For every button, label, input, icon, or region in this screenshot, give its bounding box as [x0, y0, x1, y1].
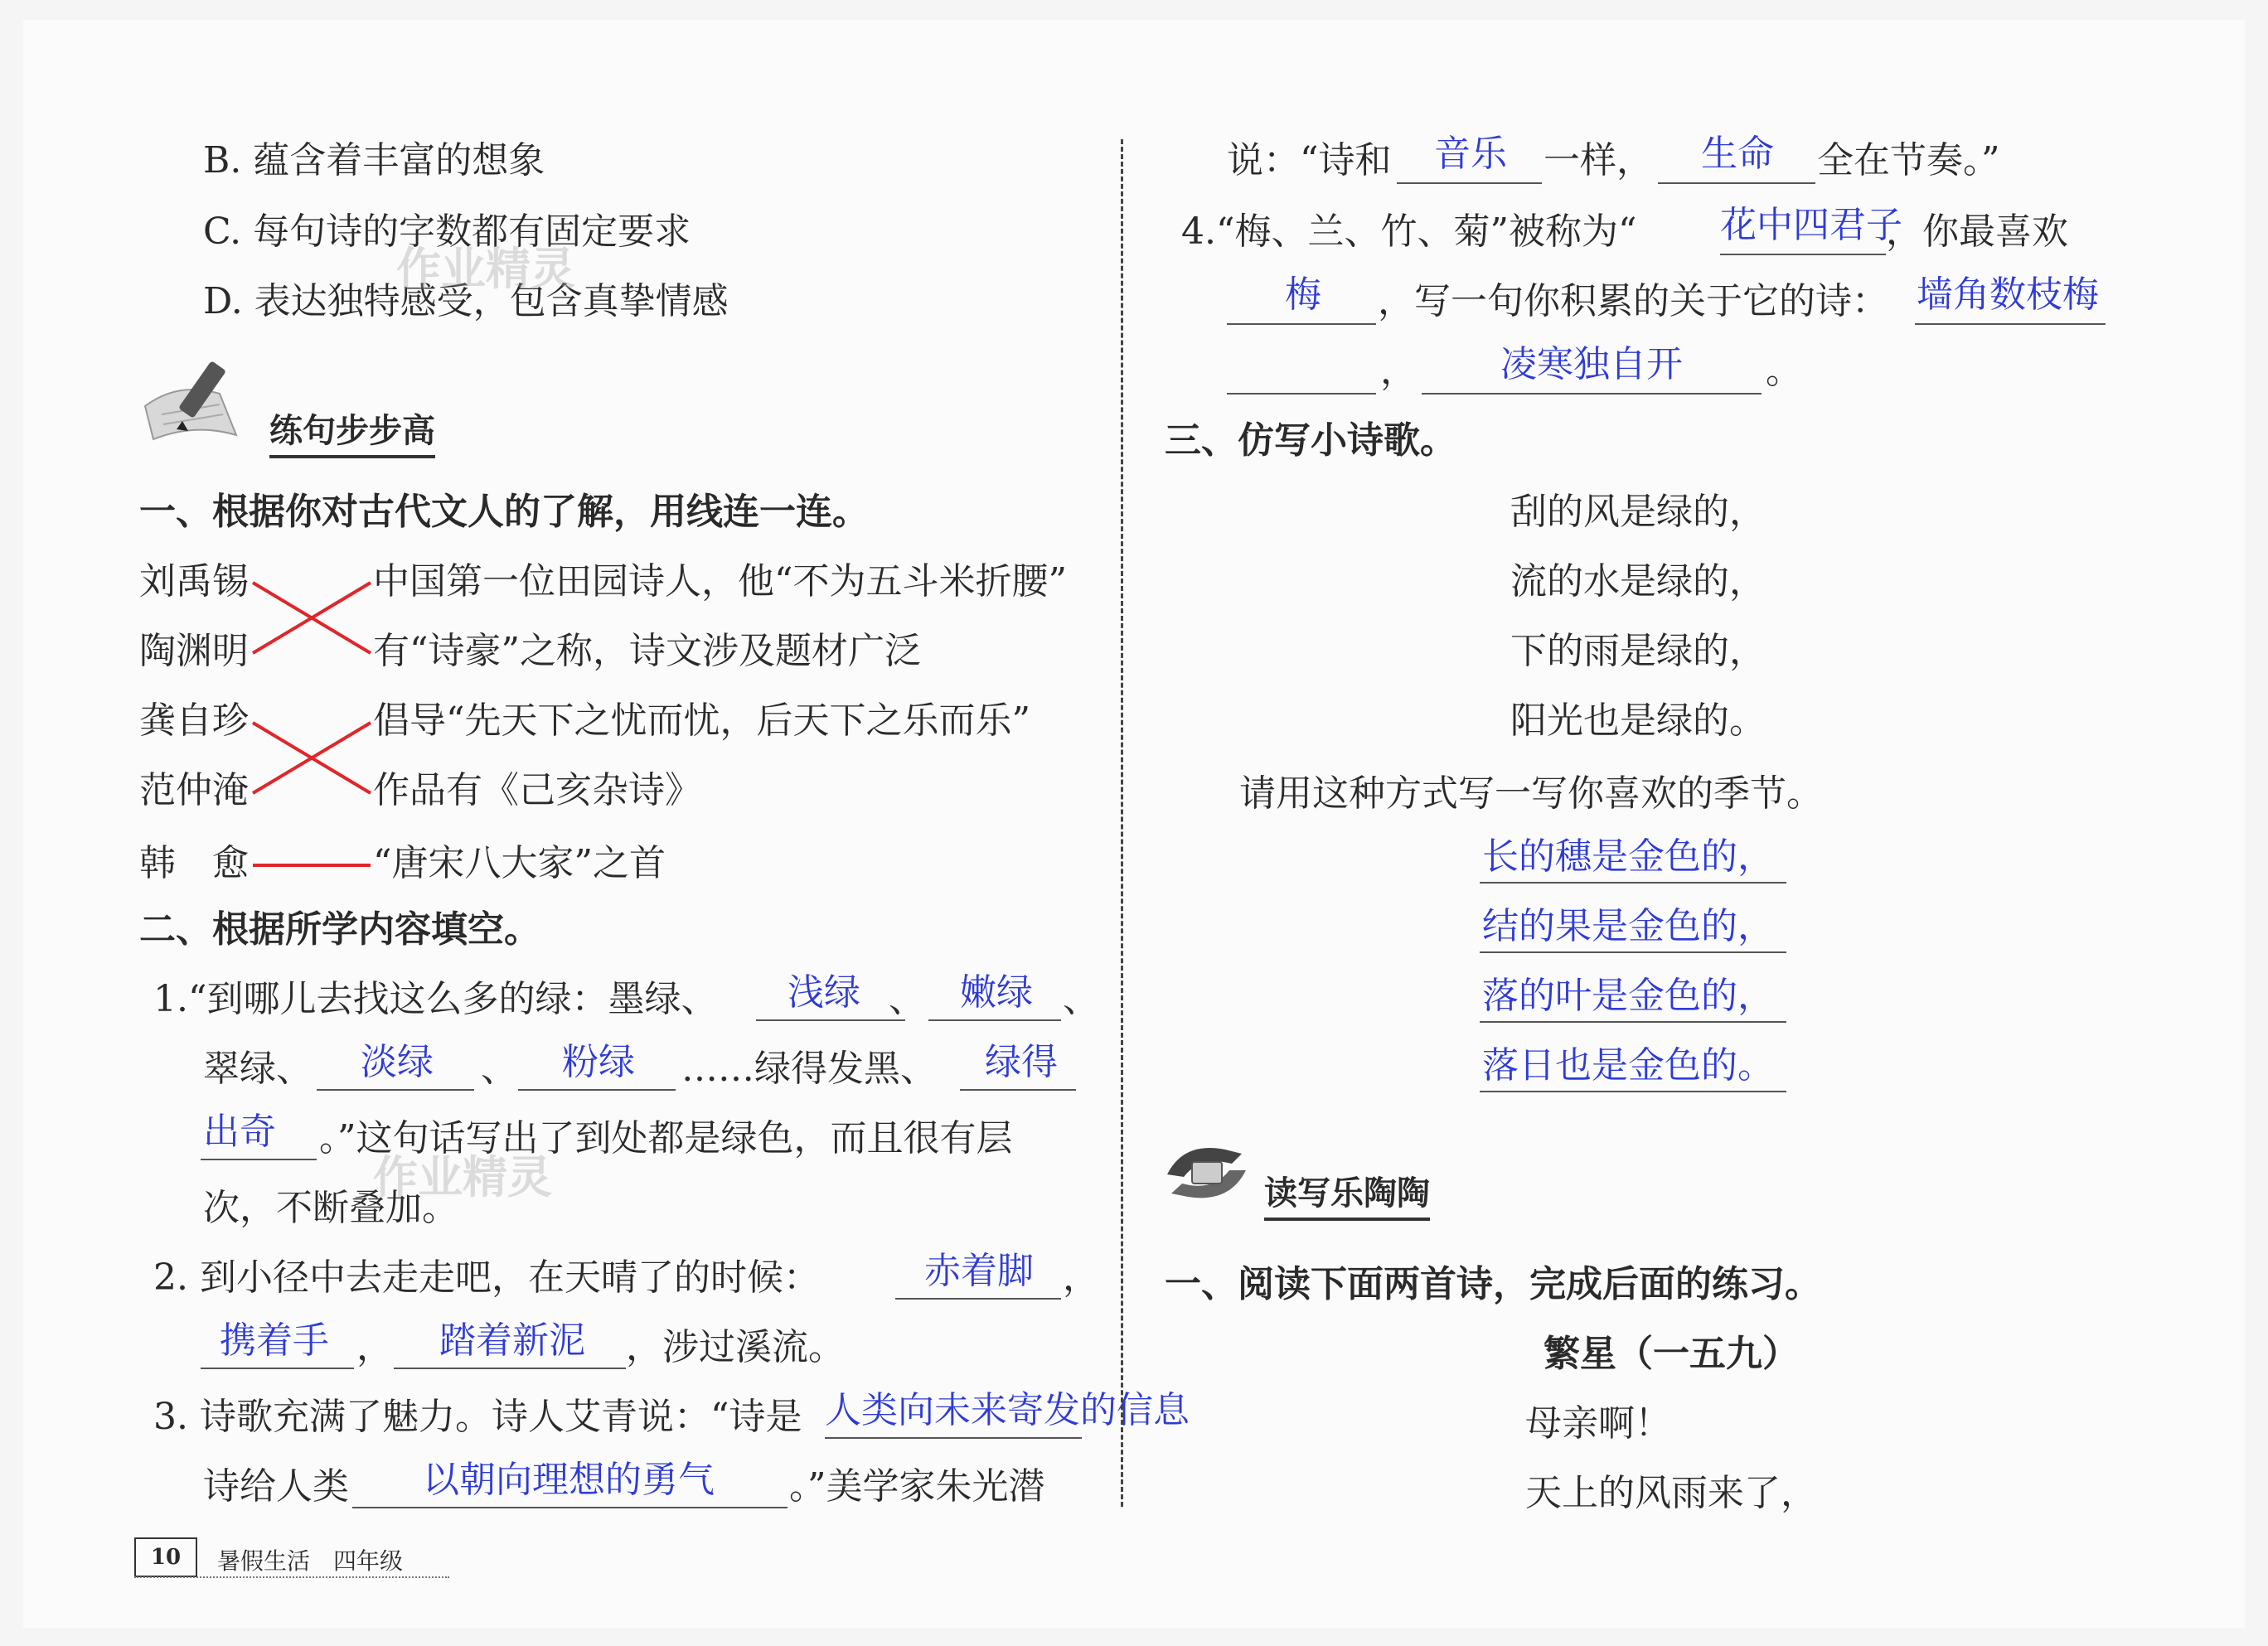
blank-underline — [1480, 882, 1786, 884]
fill3-line3b: 一样， — [1544, 139, 1653, 182]
fill4-comma: ， — [1380, 350, 1417, 392]
fill3-line2a: 诗给人类 — [203, 1465, 349, 1508]
fill2-answer-1: 赤着脚 — [924, 1250, 1034, 1292]
blank-underline — [201, 1368, 354, 1369]
fill4-line2: ，写一句你积累的关于它的诗： — [1378, 280, 1888, 322]
fill1-answer-4: 粉绿 — [562, 1041, 635, 1083]
watermark: 作业精灵 — [396, 243, 575, 295]
match-right-1: 中国第一位田园诗人，他“不为五斗米折腰” — [373, 560, 1067, 603]
fill1-sep-2: 、 — [1063, 978, 1099, 1020]
fill1-line2a: 翠绿、 — [203, 1048, 313, 1090]
section-practice: 练句步步高 — [269, 404, 435, 458]
fill4-line1a: 4.“梅、兰、竹、菊”被称为“ — [1181, 211, 1637, 253]
match-left-5: 韩 愈 — [139, 842, 249, 884]
fill3-answer-4: 生命 — [1701, 133, 1774, 175]
poem-answer-3: 落的叶是金色的， — [1482, 975, 1774, 1017]
read-poem-line-2: 天上的风雨来了， — [1525, 1472, 1817, 1514]
poem-answer-4: 落日也是金色的。 — [1482, 1044, 1774, 1087]
match-right-3: 倡导“先天下之忧而忧，后天下之乐而乐” — [373, 700, 1030, 742]
fill1-line1: 1.“到哪儿去找这么多的绿：墨绿、 — [153, 978, 718, 1020]
blank-underline — [1422, 393, 1762, 395]
fill4-line1b: ，你最喜欢 — [1886, 211, 2068, 253]
blank-underline — [317, 1089, 474, 1091]
fill3-answer-3: 音乐 — [1434, 133, 1507, 175]
blank-underline — [895, 1298, 1061, 1300]
fill2-line2: ，涉过溪流。 — [626, 1326, 845, 1368]
match-right-4: 作品有《己亥杂诗》 — [373, 769, 701, 811]
fill2-answer-3: 踏着新泥 — [439, 1319, 585, 1362]
blank-underline — [928, 1019, 1061, 1021]
fill4-answer-2: 梅 — [1285, 274, 1321, 316]
blank-underline — [518, 1089, 676, 1091]
fill1-answer-5: 绿得 — [985, 1041, 1058, 1083]
match-right-5: “唐宋八大家”之首 — [373, 842, 666, 884]
fill2-line1: 2. 到小径中去走走吧，在天晴了的时候： — [153, 1256, 820, 1299]
option-b: B. 蕴含着丰富的想象 — [203, 139, 545, 182]
fill2-answer-2: 携着手 — [220, 1319, 329, 1362]
read-question-title: 一、阅读下面两首诗，完成后面的练习。 — [1165, 1263, 1821, 1305]
fill4-end: 。 — [1766, 350, 1802, 392]
poem-line-2: 流的水是绿的， — [1510, 560, 1766, 603]
poem-question-title: 三、仿写小诗歌。 — [1165, 419, 1456, 462]
poem-prompt: 请用这种方式写一写你喜欢的季节。 — [1239, 772, 1823, 815]
match-left-4: 范仲淹 — [139, 769, 249, 811]
blank-underline — [960, 1089, 1076, 1091]
fill4-answer-4: 凌寒独自开 — [1500, 343, 1683, 385]
option-d: D. 表达独特感受，包含真挚情感 — [203, 280, 729, 322]
poem-answer-2: 结的果是金色的， — [1482, 905, 1774, 947]
fill1-answer-6: 出奇 — [203, 1111, 276, 1153]
blank-underline — [756, 1019, 905, 1021]
fill1-answer-3: 淡绿 — [361, 1041, 434, 1083]
fill3-line2b: 。”美学家朱光潜 — [789, 1465, 1045, 1508]
read-poem-line-1: 母亲啊！ — [1525, 1402, 1671, 1445]
blank-underline — [1915, 323, 2106, 325]
poem-line-3: 下的雨是绿的， — [1510, 630, 1766, 672]
blank-underline — [1720, 254, 1886, 255]
match-left-2: 陶渊明 — [139, 630, 249, 672]
watermark: 作业精灵 — [373, 1151, 552, 1203]
read-poem-title: 繁星（一五九） — [1544, 1333, 1799, 1375]
section-read-write: 读写乐陶陶 — [1264, 1167, 1430, 1221]
footer-label: 暑假生活 四年级 — [217, 1547, 404, 1575]
blank-underline — [1480, 1091, 1786, 1092]
fill1-line2c: ……绿得发黑、 — [681, 1048, 937, 1090]
column-divider — [1121, 139, 1123, 1507]
fill3-line3a: 说：“诗和 — [1227, 139, 1392, 182]
blank-underline — [1480, 1021, 1786, 1023]
fill4-answer-1: 花中四君子 — [1720, 204, 1902, 246]
blank-underline — [825, 1437, 1082, 1439]
blank-underline — [394, 1368, 626, 1369]
fill3-line1: 3. 诗歌充满了魅力。诗人艾青说：“诗是 — [153, 1396, 802, 1438]
match-question-title: 一、根据你对古代文人的了解，用线连一连。 — [139, 491, 869, 533]
fill1-line4: 次，不断叠加。 — [203, 1187, 458, 1229]
fill3-answer-1: 人类向未来寄发的信息 — [825, 1389, 1190, 1431]
poem-answer-1: 长的穗是金色的， — [1482, 835, 1774, 878]
fill1-answer-2: 嫩绿 — [960, 971, 1033, 1014]
match-right-2: 有“诗豪”之称，诗文涉及题材广泛 — [373, 630, 921, 672]
footer-dotted-line — [134, 1576, 449, 1578]
blank-underline — [1227, 323, 1376, 325]
fill3-line3c: 全在节奏。” — [1817, 139, 2000, 182]
fill1-answer-1: 浅绿 — [788, 971, 860, 1014]
blank-underline — [201, 1159, 317, 1160]
blank-underline — [1227, 393, 1376, 395]
book-swirl-icon — [1159, 1137, 1254, 1208]
fill1-sep-1: 、 — [889, 978, 925, 1020]
blank-underline — [1658, 182, 1815, 184]
fill3-answer-2: 以朝向理想的勇气 — [423, 1459, 715, 1501]
blank-underline — [1397, 182, 1542, 184]
fill2-comma-1: ， — [1063, 1256, 1099, 1299]
fill1-sep-3: 、 — [481, 1048, 517, 1090]
page-number: 10 — [134, 1537, 197, 1577]
poem-line-4: 阳光也是绿的。 — [1510, 700, 1766, 742]
poem-line-1: 刮的风是绿的， — [1510, 491, 1766, 533]
match-left-3: 龚自珍 — [139, 700, 249, 742]
blank-underline — [1480, 951, 1786, 953]
blank-underline — [352, 1507, 788, 1508]
fill-question-title: 二、根据所学内容填空。 — [139, 908, 540, 951]
fill4-answer-3: 墙角数枝梅 — [1917, 274, 2099, 316]
match-left-1: 刘禹锡 — [139, 560, 249, 603]
option-c: C. 每句诗的字数都有固定要求 — [203, 211, 691, 253]
fill1-line3: 。”这句话写出了到处都是绿色，而且很有层 — [319, 1117, 1013, 1159]
fill2-comma-2: ， — [356, 1326, 393, 1368]
